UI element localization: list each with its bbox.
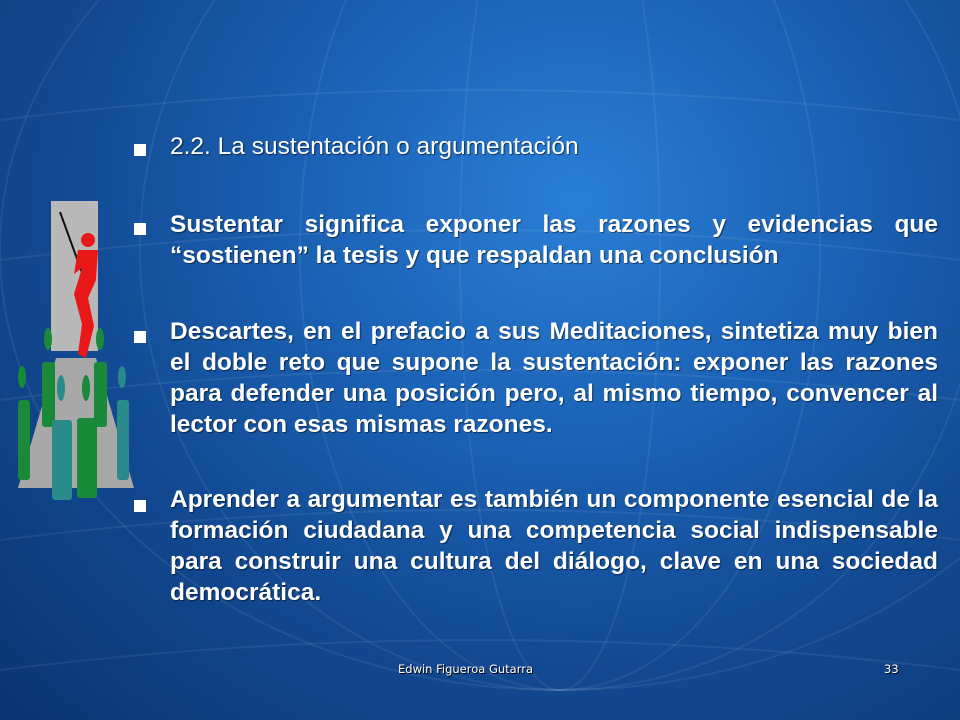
footer-author: Edwin Figueroa Gutarra [398,662,534,676]
bullet-text-1: Sustentar significa exponer las razones y evidencias que “sostienen” la tesis y que respaldan una conclusión [170,211,938,269]
bullet-text-2: Descartes, en el prefacio a sus Meditaciones, sintetiza muy bien el doble reto que supone la sustentación: exponer las razones para defender una posición pero, al mismo tiempo, convencer al lector con esas mismas razones. [170,318,938,438]
bullet-marker [134,144,146,156]
bullet-marker [134,500,146,512]
bullet-marker [134,223,146,235]
bullet-text-3: Aprender a argumentar es también un componente esencial de la formación ciudadana y una competencia social indispensable para construir una cultura del diálogo, clave en una sociedad democrática. [170,486,938,606]
bullet-marker [134,331,146,343]
page-number: 33 [884,662,899,676]
presenter-audience-icon [14,198,136,503]
slide-heading: 2.2. La sustentación o argumentación [170,133,579,160]
